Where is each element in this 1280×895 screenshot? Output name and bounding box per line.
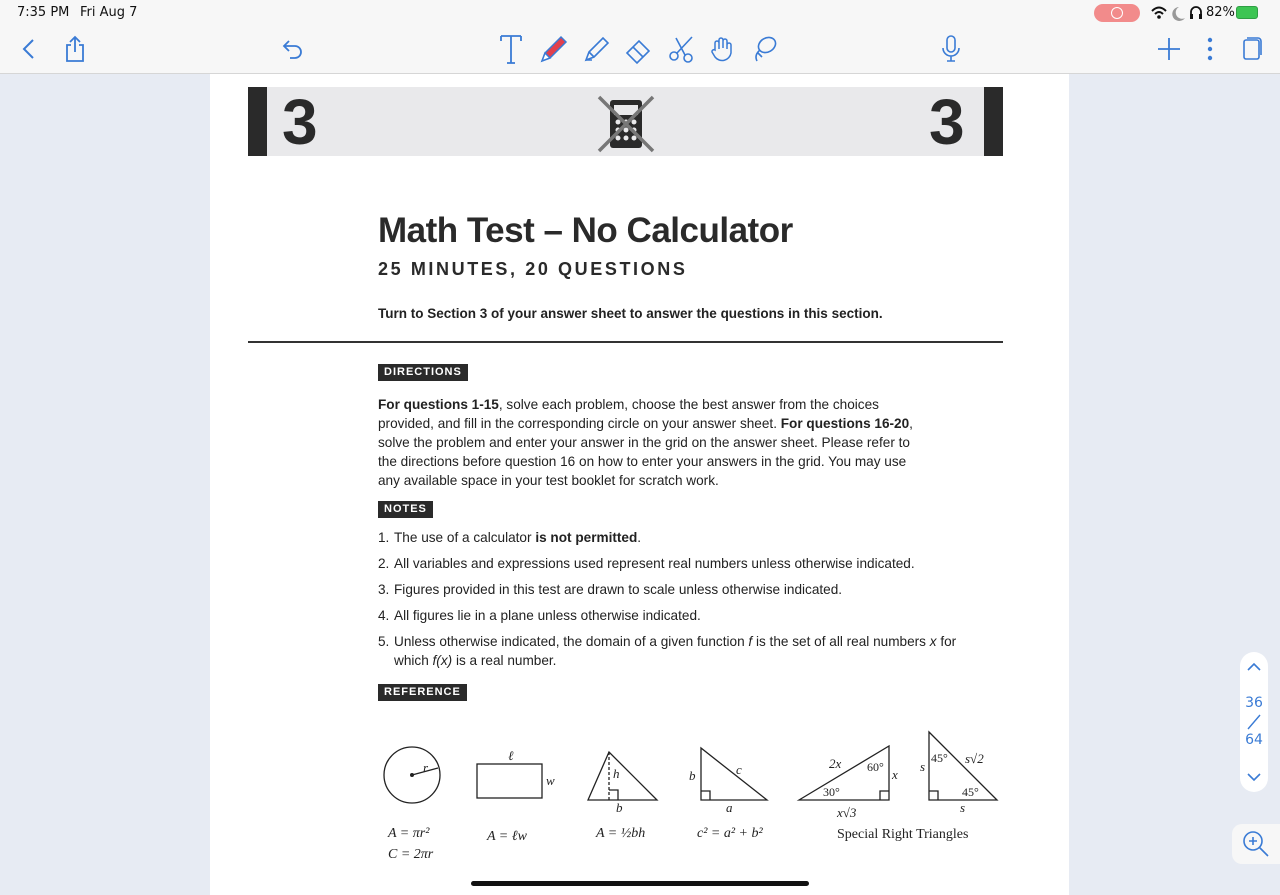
svg-text:c: c	[736, 762, 742, 777]
svg-text:45°: 45°	[962, 785, 979, 799]
more-icon[interactable]	[1193, 32, 1227, 66]
chevron-up-icon[interactable]	[1240, 656, 1268, 678]
note-item: 1. The use of a calculator is not permitted.	[378, 530, 642, 545]
pen-icon[interactable]	[537, 32, 571, 66]
note-item: 3. Figures provided in this test are drawn to scale unless otherwise indicated.	[378, 582, 843, 597]
highlighter-icon[interactable]	[580, 32, 614, 66]
chevron-down-icon[interactable]	[1240, 766, 1268, 788]
circle-area-formula: A = πr²	[388, 826, 430, 841]
svg-text:ℓ: ℓ	[508, 748, 514, 763]
screen-recording-indicator[interactable]	[1094, 4, 1140, 22]
svg-text:b: b	[689, 768, 696, 783]
home-indicator[interactable]	[471, 881, 809, 886]
directions-label: DIRECTIONS	[378, 364, 468, 381]
rectangle-area-formula: A = ℓw	[487, 829, 527, 844]
scissors-icon[interactable]	[665, 32, 699, 66]
circle-circumference-formula: C = 2πr	[388, 847, 434, 862]
microphone-icon[interactable]	[934, 32, 968, 66]
svg-text:w: w	[546, 773, 555, 788]
section-instruction: Turn to Section 3 of your answer sheet to answer the questions in this section.	[378, 306, 883, 321]
svg-text:s: s	[960, 800, 966, 815]
zoom-button[interactable]	[1232, 824, 1280, 864]
reference-figures	[210, 74, 1069, 895]
triangle-area-formula: A = ½bh	[596, 826, 646, 841]
svg-text:h: h	[613, 766, 620, 781]
section-number-right: 3	[929, 86, 965, 158]
right-triangle-figure	[701, 748, 767, 800]
text-tool-icon[interactable]	[494, 32, 528, 66]
page-navigator	[1240, 652, 1268, 792]
svg-text:s√2: s√2	[965, 751, 984, 766]
status-bar	[0, 0, 1280, 26]
triangle-figure	[588, 752, 657, 800]
lasso-icon[interactable]	[747, 32, 781, 66]
rectangle-figure	[477, 764, 542, 798]
battery-icon	[1236, 6, 1258, 19]
svg-text:45°: 45°	[931, 751, 948, 765]
add-icon[interactable]	[1152, 32, 1186, 66]
page-title: Math Test – No Calculator	[378, 211, 793, 250]
svg-text:r: r	[423, 760, 429, 775]
pages-icon[interactable]	[1234, 32, 1268, 66]
note-item: 2. All variables and expressions used represent real numbers unless otherwise indicated.	[378, 556, 915, 571]
svg-text:x√3: x√3	[837, 805, 857, 820]
svg-text:60°: 60°	[867, 760, 884, 774]
status-time: 7:35 PM	[17, 5, 70, 20]
svg-text:s: s	[920, 759, 926, 774]
page-separator	[1240, 712, 1268, 732]
directions-text: For questions 1-15, solve each problem, choose the best answer from the choices provided, and fill in the corresponding circle on your answer sheet. For questions 16-20, solve the problem and enter your answer in the grid on the answer sheet. Please refer to the directions before question 16 on how to enter your answers in the grid. You may use any available space in your test booklet for scratch work.	[378, 397, 913, 488]
toolbar	[0, 26, 1280, 74]
svg-text:2x: 2x	[829, 756, 842, 771]
document-page[interactable]	[210, 74, 1069, 895]
pythagorean-formula: c² = a² + b²	[697, 826, 763, 841]
total-pages: 64	[1245, 732, 1263, 748]
reference-label: REFERENCE	[378, 684, 467, 701]
eraser-icon[interactable]	[622, 32, 656, 66]
share-icon[interactable]	[58, 32, 92, 66]
special-triangles-caption: Special Right Triangles	[837, 827, 969, 842]
svg-text:x: x	[892, 767, 898, 782]
undo-icon[interactable]	[276, 32, 310, 66]
section-number-left: 3	[282, 86, 318, 158]
notes-label: NOTES	[378, 501, 433, 518]
status-date: Fri Aug 7	[80, 5, 138, 20]
svg-text:a: a	[726, 800, 733, 815]
hand-icon[interactable]	[706, 32, 740, 66]
battery-percent: 82%	[1206, 5, 1235, 20]
note-item: 5. Unless otherwise indicated, the domain of a given function f is the set of all real numbers x for which f(x) is a real number.	[378, 634, 957, 668]
current-page: 36	[1245, 695, 1263, 711]
back-icon[interactable]	[12, 32, 46, 66]
zoom-in-icon	[1241, 829, 1271, 859]
note-item: 4. All figures lie in a plane unless otherwise indicated.	[378, 608, 701, 623]
svg-text:30°: 30°	[823, 785, 840, 799]
svg-text:b: b	[616, 800, 623, 815]
page-subtitle: 25 MINUTES, 20 QUESTIONS	[378, 259, 688, 279]
